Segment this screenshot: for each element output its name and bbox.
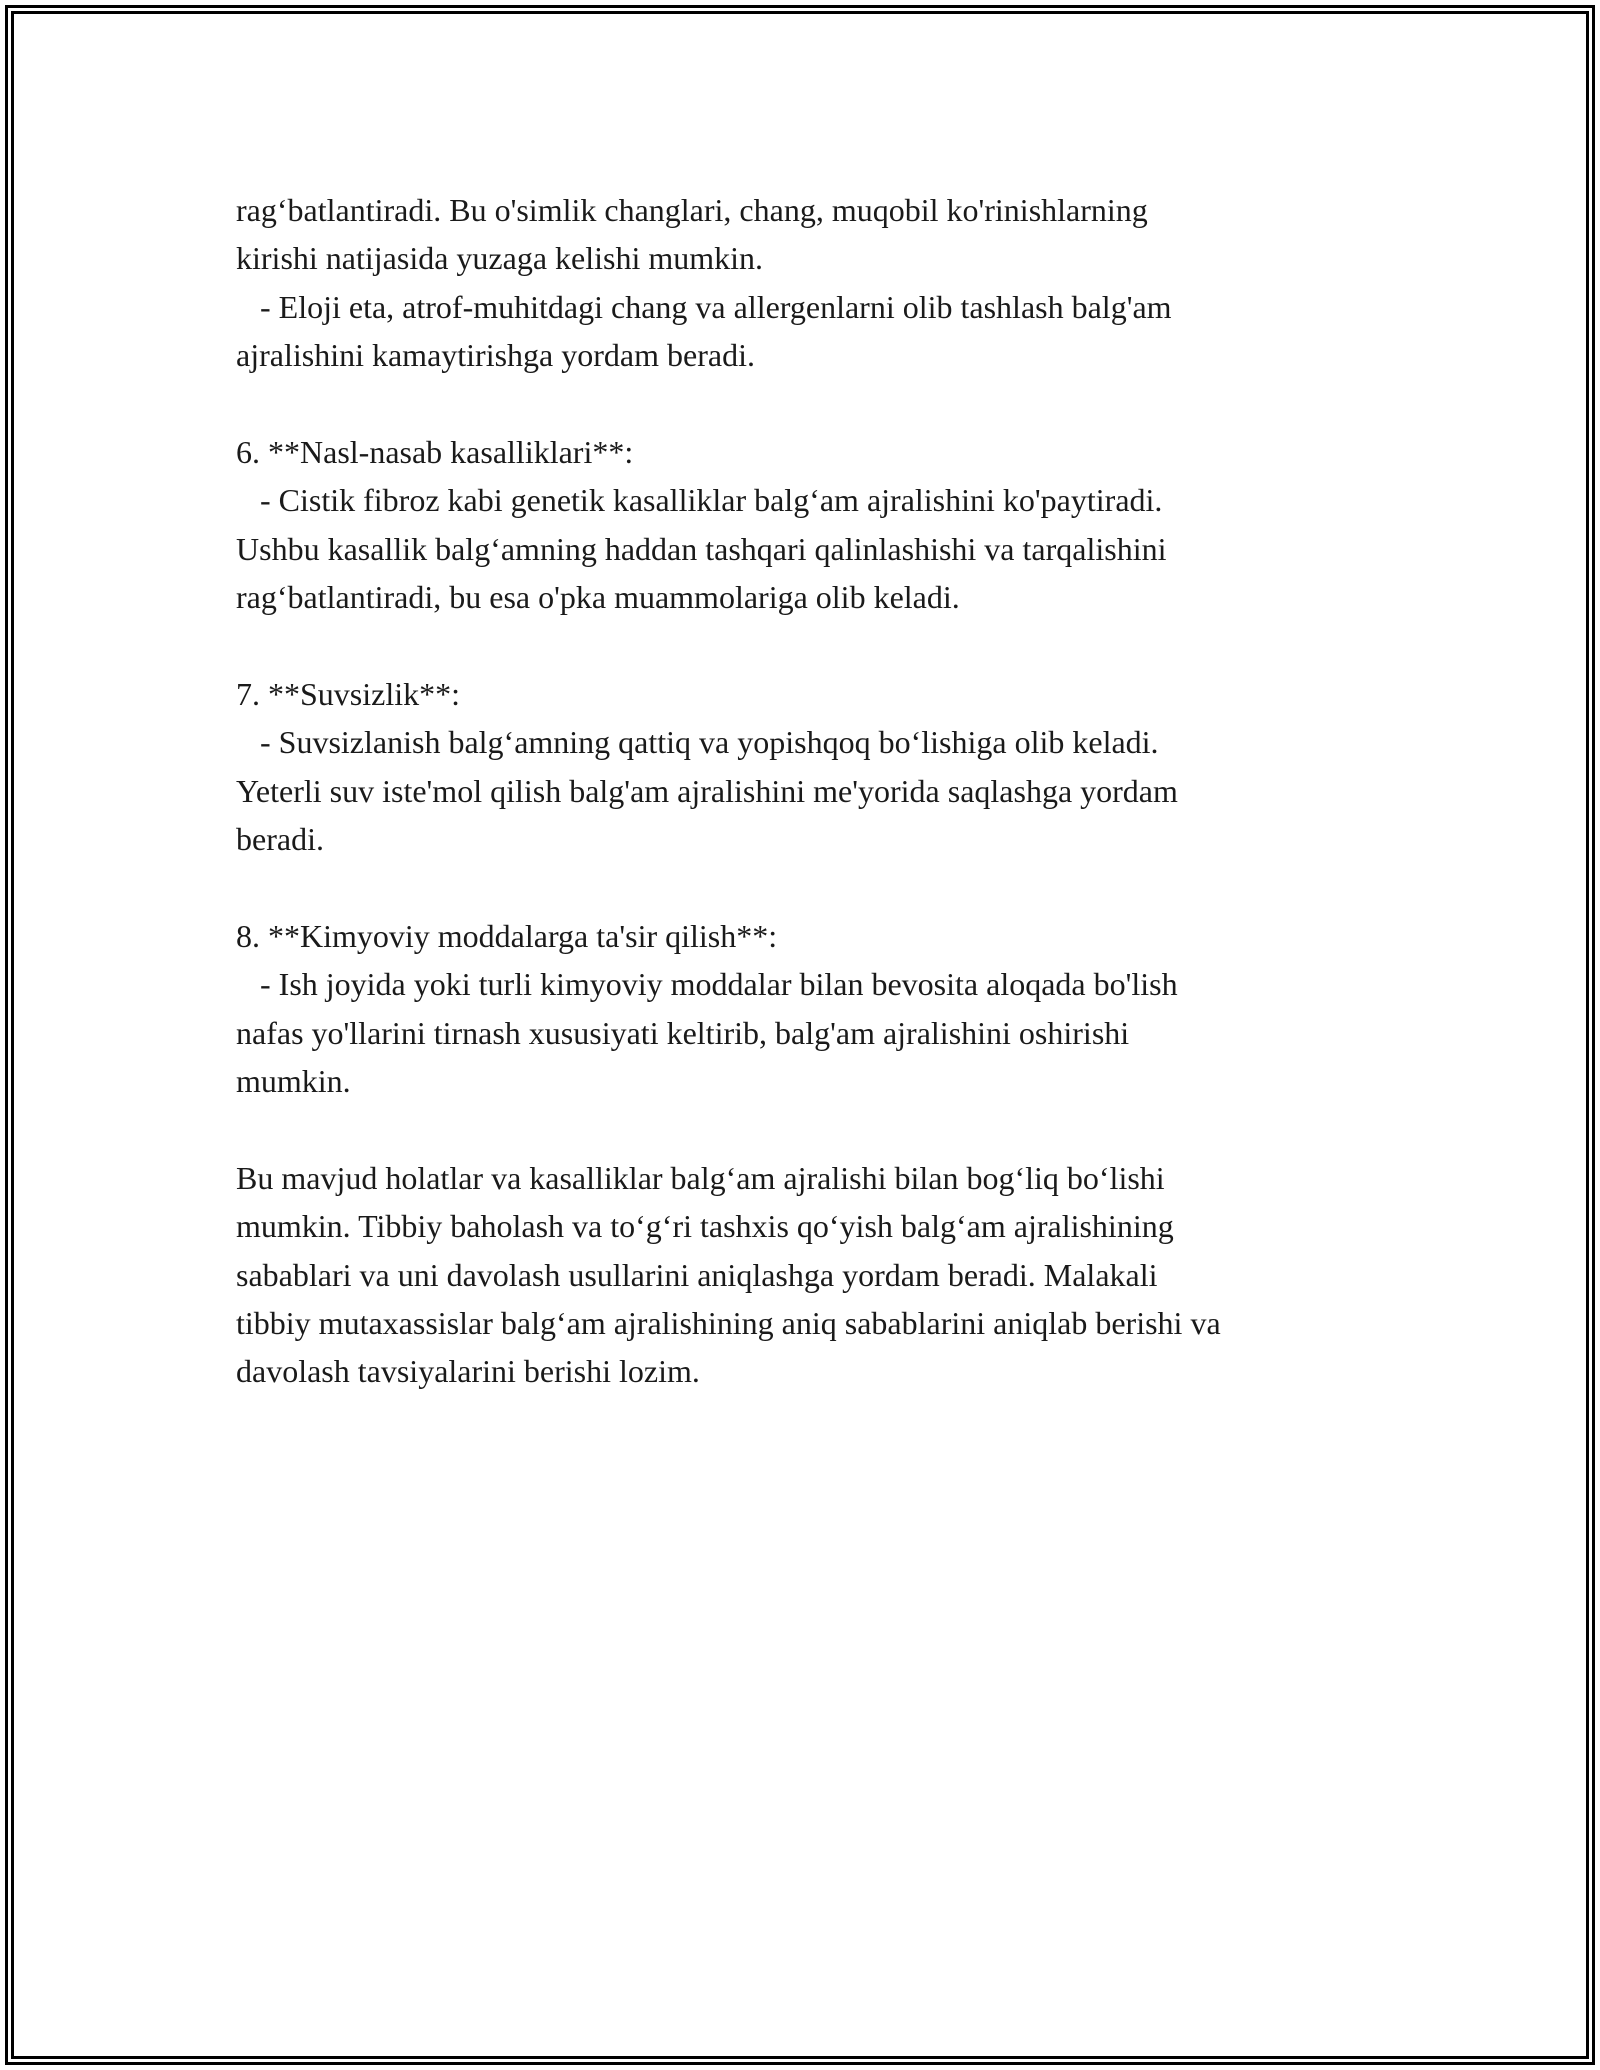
text-line: - Cistik fibroz kabi genetik kasalliklar balg‘am ajralishini ko'paytiradi. — [236, 482, 1163, 519]
text-line: sabablari va uni davolash usullarini aniqlashga yordam beradi. Malakali — [236, 1256, 1158, 1293]
paragraph-gap — [236, 622, 1396, 670]
text-line: rag‘batlantiradi. Bu o'simlik changlari, chang, muqobil ko'rinishlarning — [236, 192, 1148, 228]
text-line: mumkin. Tibbiy baholash va to‘g‘ri tashxis qo‘yish balg‘am ajralishining — [236, 1208, 1174, 1245]
text-line: rag‘batlantiradi, bu esa o'pka muammolariga olib keladi. — [236, 579, 960, 616]
text-line: - Ish joyida yoki turli kimyoviy moddalar bilan bevosita aloqada bo'lish — [236, 966, 1178, 1003]
text-line: - Suvsizlanish balg‘amning qattiq va yopishqoq bo‘lishiga olib keladi. — [236, 724, 1159, 761]
paragraph-gap — [236, 1105, 1396, 1153]
document-body — [236, 186, 1396, 1396]
text-line: Yeterli suv iste'mol qilish balg'am ajralishini me'yorida saqlashga yordam — [236, 772, 1178, 809]
section-heading: 6. **Nasl-nasab kasalliklari**: — [236, 433, 634, 470]
text-line: Bu mavjud holatlar va kasalliklar balg‘am ajralishi bilan bog‘liq bo‘lishi — [236, 1159, 1165, 1196]
text-line: tibbiy mutaxassislar balg‘am ajralishining aniq sabablarini aniqlab berishi va — [236, 1304, 1221, 1341]
section-heading: 7. **Suvsizlik**: — [236, 675, 461, 712]
text-line: beradi. — [236, 821, 324, 858]
paragraph-gap — [236, 863, 1396, 911]
text-line: mumkin. — [236, 1063, 351, 1100]
text-line: Ushbu kasallik balg‘amning haddan tashqari qalinlashishi va tarqalishini — [236, 530, 1167, 567]
text-line: - Eloji eta, atrof-muhitdagi chang va allergenlarni olib tashlash balg'am — [236, 288, 1172, 325]
paragraph-gap — [236, 380, 1396, 428]
section-heading: 8. **Kimyoviy moddalarga ta'sir qilish**: — [236, 917, 778, 954]
text-line: ajralishini kamaytirishga yordam beradi. — [236, 337, 755, 374]
text-line: nafas yo'llarini tirnash xususiyati keltirib, balg'am ajralishini oshirishi — [236, 1014, 1130, 1051]
text-line: kirishi natijasida yuzaga kelishi mumkin. — [236, 240, 764, 277]
text-line: davolash tavsiyalarini berishi lozim. — [236, 1353, 700, 1390]
